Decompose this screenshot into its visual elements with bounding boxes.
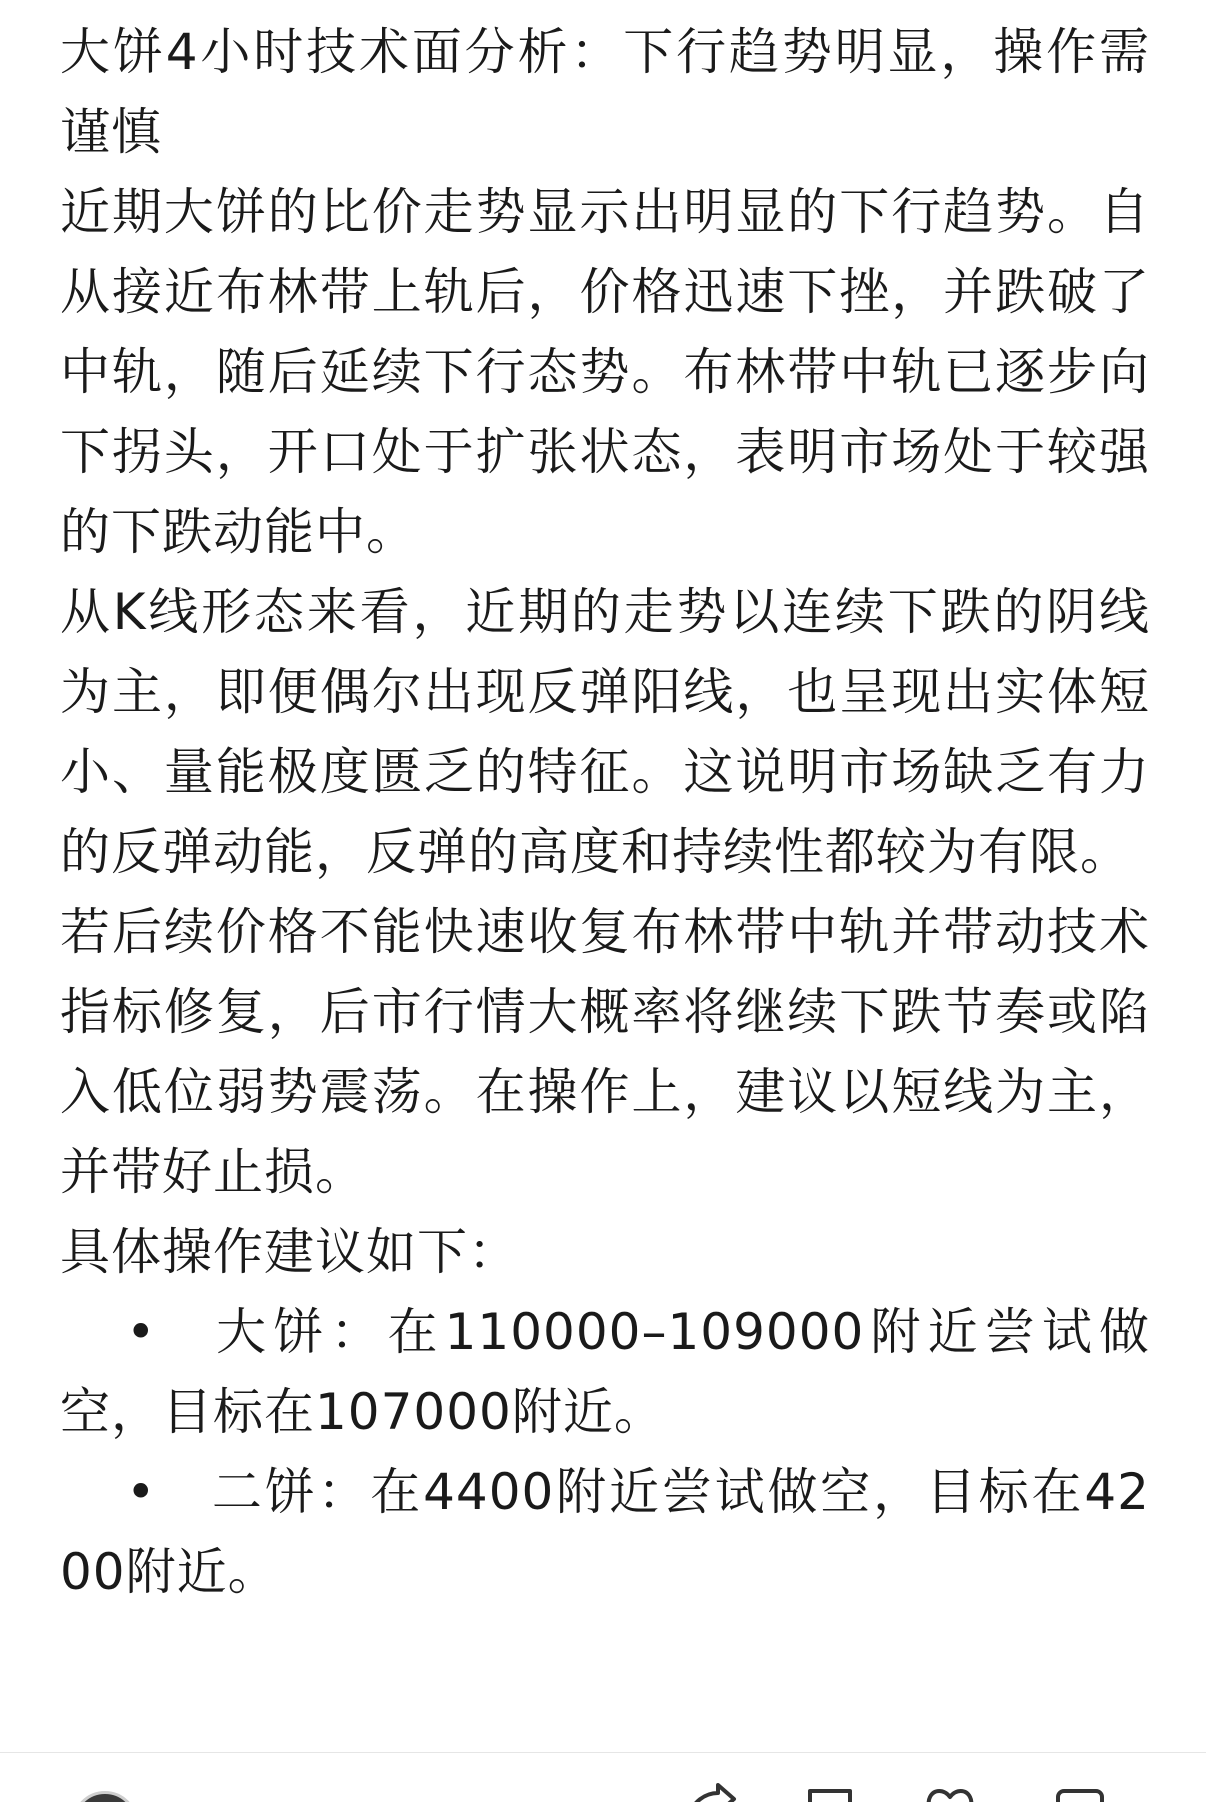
post-content [60, 12, 1150, 1612]
paragraph-2: 从K线形态来看，近期的走势以连续下跌的阴线为主，即便偶尔出现反弹阳线，也呈现出实体短小、量能极度匮乏的特征。这说明市场缺乏有力的反弹动能，反弹的高度和持续性都较为有限。 [60, 583, 1150, 881]
paragraph-3: 若后续价格不能快速收复布林带中轨并带动技术指标修复，后市行情大概率将继续下跌节奏或陷入低位弱势震荡。在操作上，建议以短线为主，并带好止损。 [60, 903, 1150, 1201]
paragraph-4: 具体操作建议如下： [60, 1223, 519, 1281]
post-title: 大饼4小时技术面分析：下行趋势明显，操作需谨慎 [60, 23, 1150, 161]
bullet-item-1 [60, 1292, 1150, 1452]
bullet-marker: • [126, 1463, 157, 1521]
avatar[interactable] [72, 1791, 138, 1802]
bullet-text: 二饼：在4400附近尝试做空，目标在4200附近。 [60, 1463, 1150, 1601]
paragraph-1: 近期大饼的比价走势显示出明显的下行趋势。自从接近布林带上轨后，价格迅速下挫，并跌破了中轨，随后延续下行态势。布林带中轨已逐步向下拐头，开口处于扩张状态，表明市场处于较强的下跌动能中。 [60, 183, 1150, 561]
bullet-item-2 [60, 1452, 1150, 1612]
share-icon[interactable] [680, 1779, 740, 1802]
bullet-marker: • [126, 1303, 157, 1361]
action-bar [0, 1753, 1206, 1802]
like-icon[interactable] [920, 1779, 980, 1802]
comment-icon[interactable] [800, 1779, 860, 1802]
more-icon[interactable] [1050, 1779, 1110, 1802]
bullet-text: 大饼：在110000–109000附近尝试做空，目标在107000附近。 [60, 1303, 1150, 1441]
